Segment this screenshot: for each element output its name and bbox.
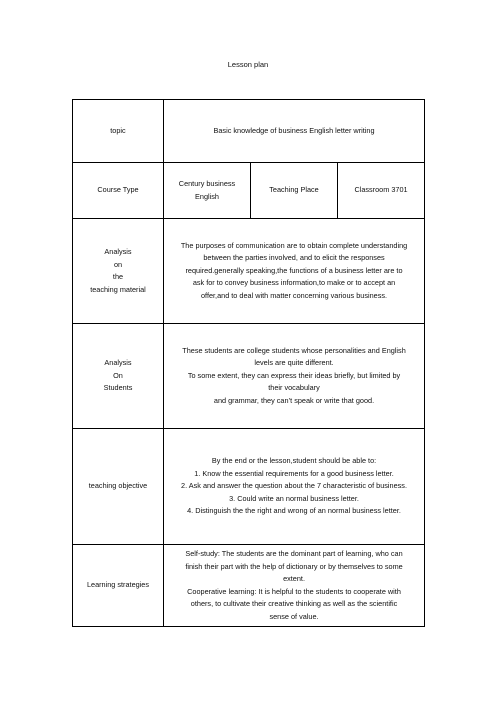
material-row xyxy=(73,219,425,324)
topic-row xyxy=(73,100,425,163)
students-row xyxy=(73,324,425,429)
objective-row xyxy=(73,429,425,545)
topic-label: topic xyxy=(73,100,164,163)
strategies-row xyxy=(73,545,425,627)
material-value: The purposes of communication are to obtain complete understanding between the parties involved, and to elicit the responses required.generally speaking,the functions of a business letter are to ask for to convey business information,to make or to accept an offer,and to deal with matter concerning various business. xyxy=(164,219,425,324)
topic-value: Basic knowledge of business English letter writing xyxy=(164,100,425,163)
students-value: These students are college students whose personalities and English levels are quite different. To some extent, they can express their ideas briefly, but limited by their vocabulary and grammar, they can’t speak or write that good. xyxy=(164,324,425,429)
teaching-place-value: Classroom 3701 xyxy=(338,163,425,219)
material-label: Analysis on the teaching material xyxy=(73,219,164,324)
objective-value: By the end or the lesson,student should be able to: 1. Know the essential requirements for a good business letter. 2. Ask and answer the question about the 7 characteristic of business. 3. Could write an normal business letter. 4. Distinguish the the right and wrong of an normal business letter. xyxy=(164,429,425,545)
page-title: Lesson plan xyxy=(227,60,269,69)
teaching-place-label: Teaching Place xyxy=(251,163,338,219)
strategies-label: Learning strategies xyxy=(73,545,164,627)
strategies-value: Self-study: The students are the dominant part of learning, who can finish their part with the help of dictionary or by themselves to some extent. Cooperative learning: It is helpful to the students to cooperate with others, to cultivate their creative thinking as well as the scientific sense of value. xyxy=(164,545,425,627)
lesson-plan-table xyxy=(72,99,425,627)
course-type-label: Course Type xyxy=(73,163,164,219)
objective-label: teaching objective xyxy=(73,429,164,545)
course-row xyxy=(73,163,425,219)
students-label: Analysis On Students xyxy=(73,324,164,429)
course-type-value: Century business English xyxy=(164,163,251,219)
